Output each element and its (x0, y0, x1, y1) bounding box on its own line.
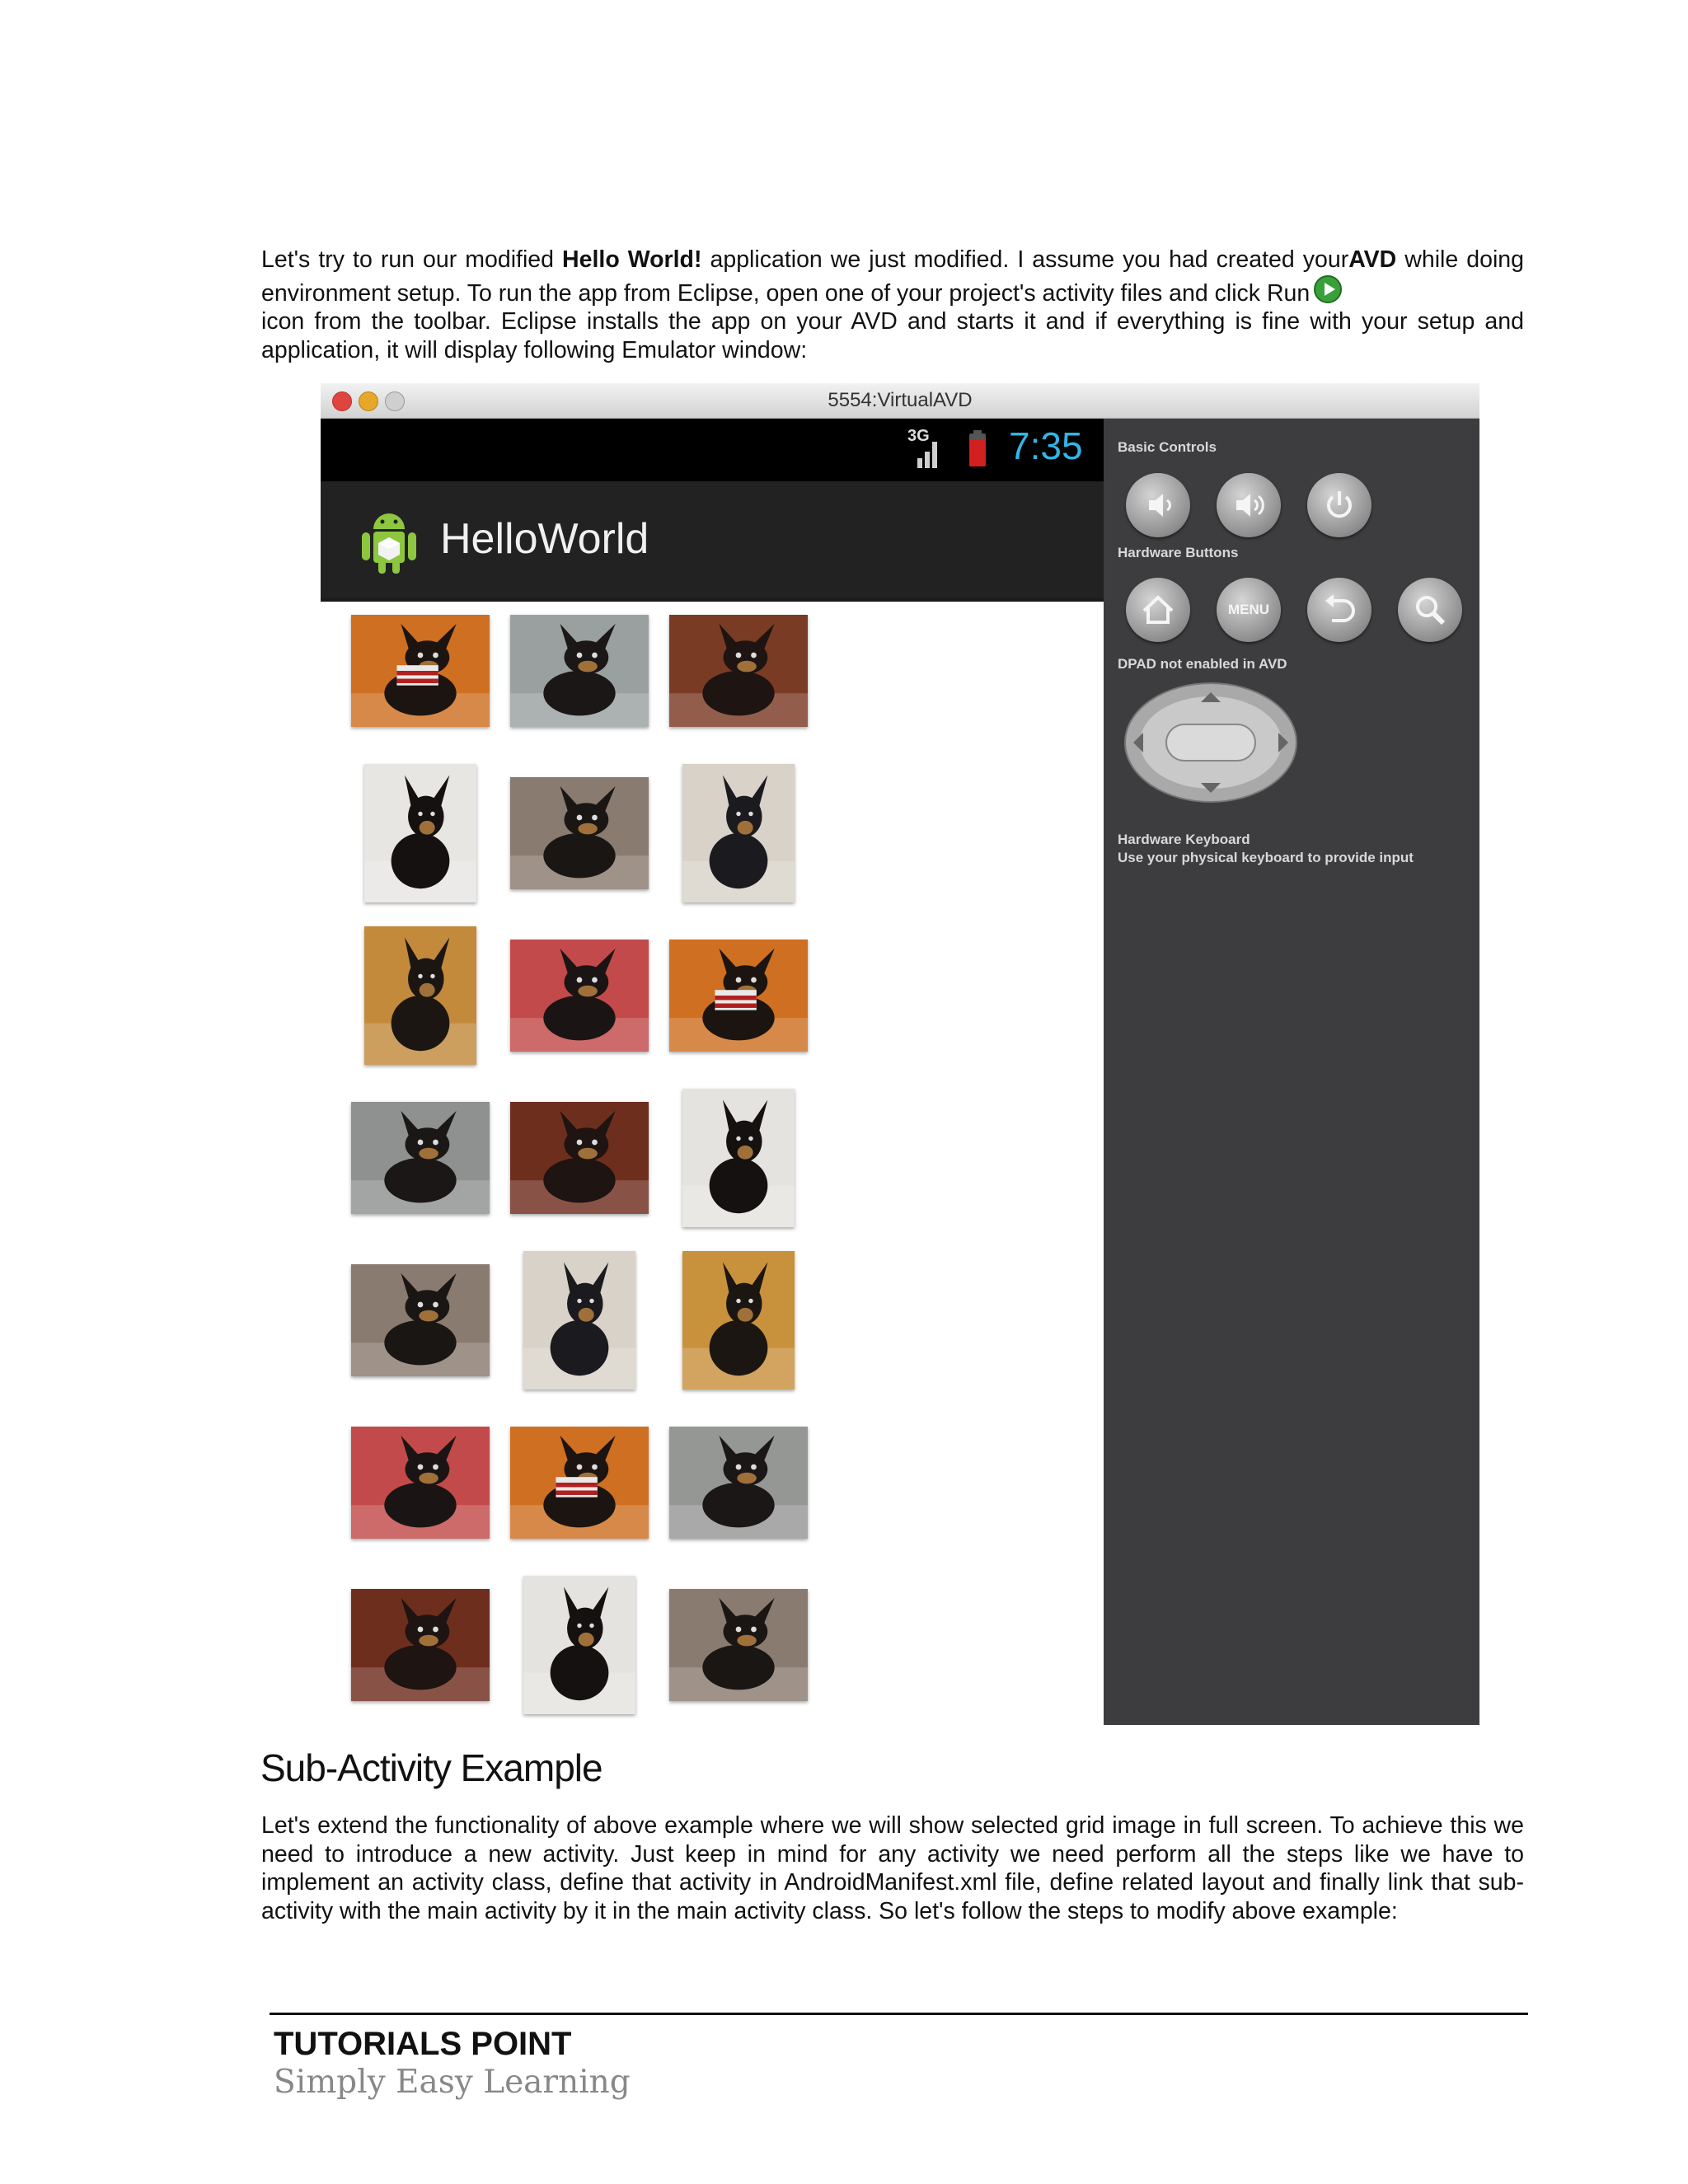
grid-thumbnail[interactable] (669, 615, 808, 727)
volume-up-button[interactable] (1217, 473, 1281, 537)
basic-controls-label: Basic Controls (1118, 439, 1217, 455)
hardware-keyboard-label: Hardware Keyboard (1118, 832, 1250, 847)
android-app-icon (359, 504, 420, 575)
volume-down-button[interactable] (1126, 473, 1190, 537)
grid-thumbnail[interactable] (351, 1427, 490, 1539)
dog-photo (510, 615, 649, 727)
dog-photo (510, 1427, 649, 1539)
intro-bold-hello-world: Hello World! (562, 246, 702, 273)
dog-photo (523, 1576, 635, 1714)
dog-photo (682, 1251, 795, 1390)
grid-thumbnail[interactable] (351, 1264, 490, 1376)
emulator-window-title: 5554:VirtualAVD (828, 389, 973, 411)
hardware-buttons-label: Hardware Buttons (1118, 545, 1239, 560)
action-bar (321, 481, 1104, 602)
intro-bold-avd: AVD (1348, 246, 1397, 273)
footer-rule (270, 2013, 1528, 2015)
dog-photo (351, 1264, 490, 1376)
grid-thumbnail[interactable] (669, 1427, 808, 1539)
home-button[interactable] (1126, 578, 1190, 642)
dog-photo (523, 1251, 635, 1390)
grid-thumbnail[interactable] (669, 940, 808, 1052)
dpad-control[interactable] (1123, 681, 1298, 804)
grid-thumbnail[interactable] (510, 1427, 649, 1539)
keyboard-hint: Use your physical keyboard to provide input (1118, 850, 1414, 865)
grid-thumbnail[interactable] (364, 926, 476, 1065)
grid-thumbnail[interactable] (523, 1576, 635, 1714)
back-icon (1307, 578, 1372, 642)
dog-photo (682, 1089, 795, 1227)
emulator-titlebar (321, 383, 1479, 419)
grid-thumbnail[interactable] (669, 1589, 808, 1701)
grid-thumbnail[interactable] (510, 1102, 649, 1214)
volume-up-icon (1217, 473, 1281, 537)
app-title: HelloWorld (440, 515, 649, 563)
intro-paragraph (261, 246, 1524, 364)
dog-photo (510, 940, 649, 1052)
grid-thumbnail[interactable] (351, 1589, 490, 1701)
intro-text-1: Let's try to run our modified (261, 246, 563, 273)
dog-photo (351, 1427, 490, 1539)
dog-photo (364, 926, 476, 1065)
grid-thumbnail[interactable] (364, 764, 476, 902)
grid-thumbnail[interactable] (682, 764, 795, 902)
footer-brand: TUTORIALS POINT (274, 2026, 572, 2062)
controls-panel (1104, 419, 1479, 1725)
image-grid (321, 602, 1104, 1718)
grid-thumbnail[interactable] (682, 1089, 795, 1227)
dog-photo (669, 1427, 808, 1539)
intro-text-3: while doing environment setup. To run the app from Eclipse, open one of your project's activity files and click Run (261, 246, 1525, 307)
dog-photo (669, 940, 808, 1052)
signal-icon (916, 432, 942, 470)
dog-photo (669, 615, 808, 727)
dog-photo (682, 764, 795, 902)
back-button[interactable] (1307, 578, 1372, 642)
intro-text-2: application we just modified. I assume you had created your (701, 246, 1349, 273)
power-icon (1307, 473, 1372, 537)
home-icon (1126, 578, 1190, 642)
dog-photo (351, 1102, 490, 1214)
dog-photo (510, 1102, 649, 1214)
battery-icon (967, 430, 988, 468)
run-icon (1313, 274, 1343, 304)
grid-thumbnail[interactable] (510, 940, 649, 1052)
search-icon (1398, 578, 1462, 642)
intro-text-4: icon from the toolbar. Eclipse installs the app on your AVD and starts it and if everything is fine with your setup and application, it will display following Emulator window: (261, 308, 1524, 363)
dog-photo (351, 615, 490, 727)
search-button[interactable] (1398, 578, 1462, 642)
dog-photo (510, 777, 649, 889)
grid-thumbnail[interactable] (523, 1251, 635, 1390)
grid-thumbnail[interactable] (351, 1102, 490, 1214)
footer-tagline: Simply Easy Learning (274, 2064, 631, 2101)
grid-thumbnail[interactable] (351, 615, 490, 727)
power-button[interactable] (1307, 473, 1372, 537)
dog-photo (364, 764, 476, 902)
dog-photo (669, 1589, 808, 1701)
status-bar (321, 419, 1104, 481)
emulator-window (321, 383, 1479, 1725)
body-paragraph: Let's extend the functionality of above example where we will show selected grid image in full screen. To achieve this we need to introduce a new activity. Just keep in mind for any activity we need perform all the steps like we have to implement an activity class, define that activity in AndroidManifest.xml file, define related layout and finally link that sub-activity with the main activity by it in the main activity class. So let's follow the steps to modify above example: (261, 1812, 1524, 1924)
volume-down-icon (1126, 473, 1190, 537)
device-screen (321, 419, 1104, 1725)
grid-thumbnail[interactable] (682, 1251, 795, 1390)
dpad-label: DPAD not enabled in AVD (1118, 656, 1287, 672)
grid-thumbnail[interactable] (510, 615, 649, 727)
grid-thumbnail[interactable] (510, 777, 649, 889)
section-title: Sub-Activity Example (260, 1746, 603, 1789)
menu-button[interactable] (1217, 578, 1281, 642)
status-clock: 7:35 (1009, 424, 1083, 467)
menu-button-label: MENU (1227, 602, 1270, 617)
dog-photo (351, 1589, 490, 1701)
network-type: 3G (907, 427, 930, 445)
